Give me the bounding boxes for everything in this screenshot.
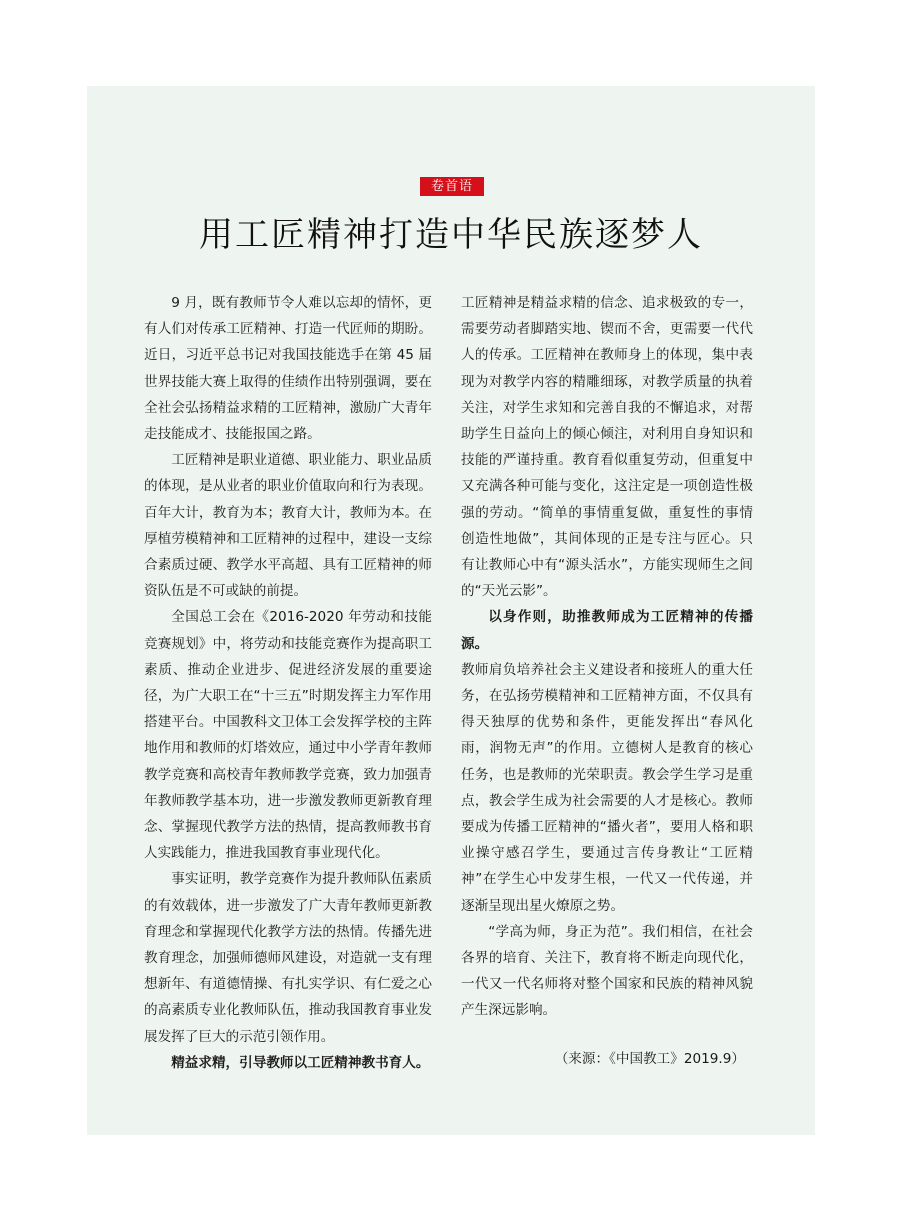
article-title: 用工匠精神打造中华民族逐梦人 — [199, 215, 703, 255]
paragraph: 工匠精神是精益求精的信念、追求极致的专一，需要劳动者脚踏实地、锲而不舍，更需要一代代人的传承。工匠精神在教师身上的体现，集中表现为对教学内容的精雕细琢，对教学质量的执着关注，对学生求知和完善自我的不懈追求，对帮助学生日益向上的倾心倾注，对利用自身知识和技能的严谨持重。教育看似重复劳动，但重复中又充满各种可能与变化，这注定是一项创造性极强的劳动。“简单的事情重复做，重复性的事情创造性地做”，其间体现的正是专注与匠心。只有让教师心中有“源头活水”，方能实现师生之间的“天光云影”。 — [461, 295, 753, 600]
paragraph: 工匠精神是职业道德、职业能力、职业品质的体现，是从业者的职业价值取向和行为表现。百年大计，教育为本；教育大计，教师为本。在厚植劳模精神和工匠精神的过程中，建设一支综合素质过硬、教学水平高超、具有工匠精神的师资队伍是不可或缺的前提。 — [144, 452, 432, 600]
article-column-left — [144, 290, 432, 1076]
section-tag: 卷首语 — [420, 177, 484, 196]
paragraph: 教师肩负培养社会主义建设者和接班人的重大任务，在弘扬劳模精神和工匠精神方面，不仅具有得天独厚的优势和条件，更能发挥出“春风化雨，润物无声”的作用。立德树人是教育的核心任务，也是教师的光荣职责。教会学生学习是重点，教会学生成为社会需要的人才是核心。教师要成为传播工匠精神的“播火者”，要用人格和职业操守感召学生，要通过言传身教让“工匠精神”在学生心中发芽生根，一代又一代传递，并逐渐呈现出星火燎原之势。 — [461, 661, 753, 914]
paragraph: “学高为师，身正为范”。我们相信，在社会各界的培育、关注下，教育将不断走向现代化，一代又一代名师将对整个国家和民族的精神风貌产生深远影响。 — [461, 923, 753, 1019]
magazine-page — [87, 86, 815, 1135]
source-citation: （来源：《中国教工》2019.9） — [554, 1050, 745, 1067]
paragraph: 全国总工会在《2016-2020 年劳动和技能竞赛规划》中，将劳动和技能竞赛作为提高职工素质、推动企业进步、促进经济发展的重要途径，为广大职工在“十三五”时期发挥主力军作用搭建平台。中国教科文卫体工会发挥学校的主阵地作用和教师的灯塔效应，通过中小学青年教师教学竞赛和高校青年教师教学竞赛，致力加强青年教师教学基本功，进一步激发教师更新教育理念、掌握现代教学方法的热情，提高教师教书育人实践能力，推进我国教育事业现代化。 — [144, 609, 432, 862]
subheading: 精益求精，引导教师以工匠精神教书育人。 — [171, 1054, 430, 1071]
paragraph: 事实证明，教学竞赛作为提升教师队伍素质的有效载体，进一步激发了广大青年教师更新教育理念和掌握现代化教学方法的热情。传播先进教育理念，加强师德师风建设，对造就一支有理想新年、有道德情操、有扎实学识、有仁爱之心的高素质专业化教师队伍，推动我国教育事业发展发挥了巨大的示范引领作用。 — [144, 871, 432, 1045]
subheading: 以身作则，助推教师成为工匠精神的传播源。 — [461, 609, 753, 652]
article-column-right — [461, 290, 753, 1072]
paragraph: 9 月，既有教师节令人难以忘却的情怀，更有人们对传承工匠精神、打造一代匠师的期盼。近日，习近平总书记对我国技能选手在第 45 届世界技能大赛上取得的佳绩作出特别强调，要在全社会弘扬精益求精的工匠精神，激励广大青年走技能成才、技能报国之路。 — [144, 295, 432, 443]
